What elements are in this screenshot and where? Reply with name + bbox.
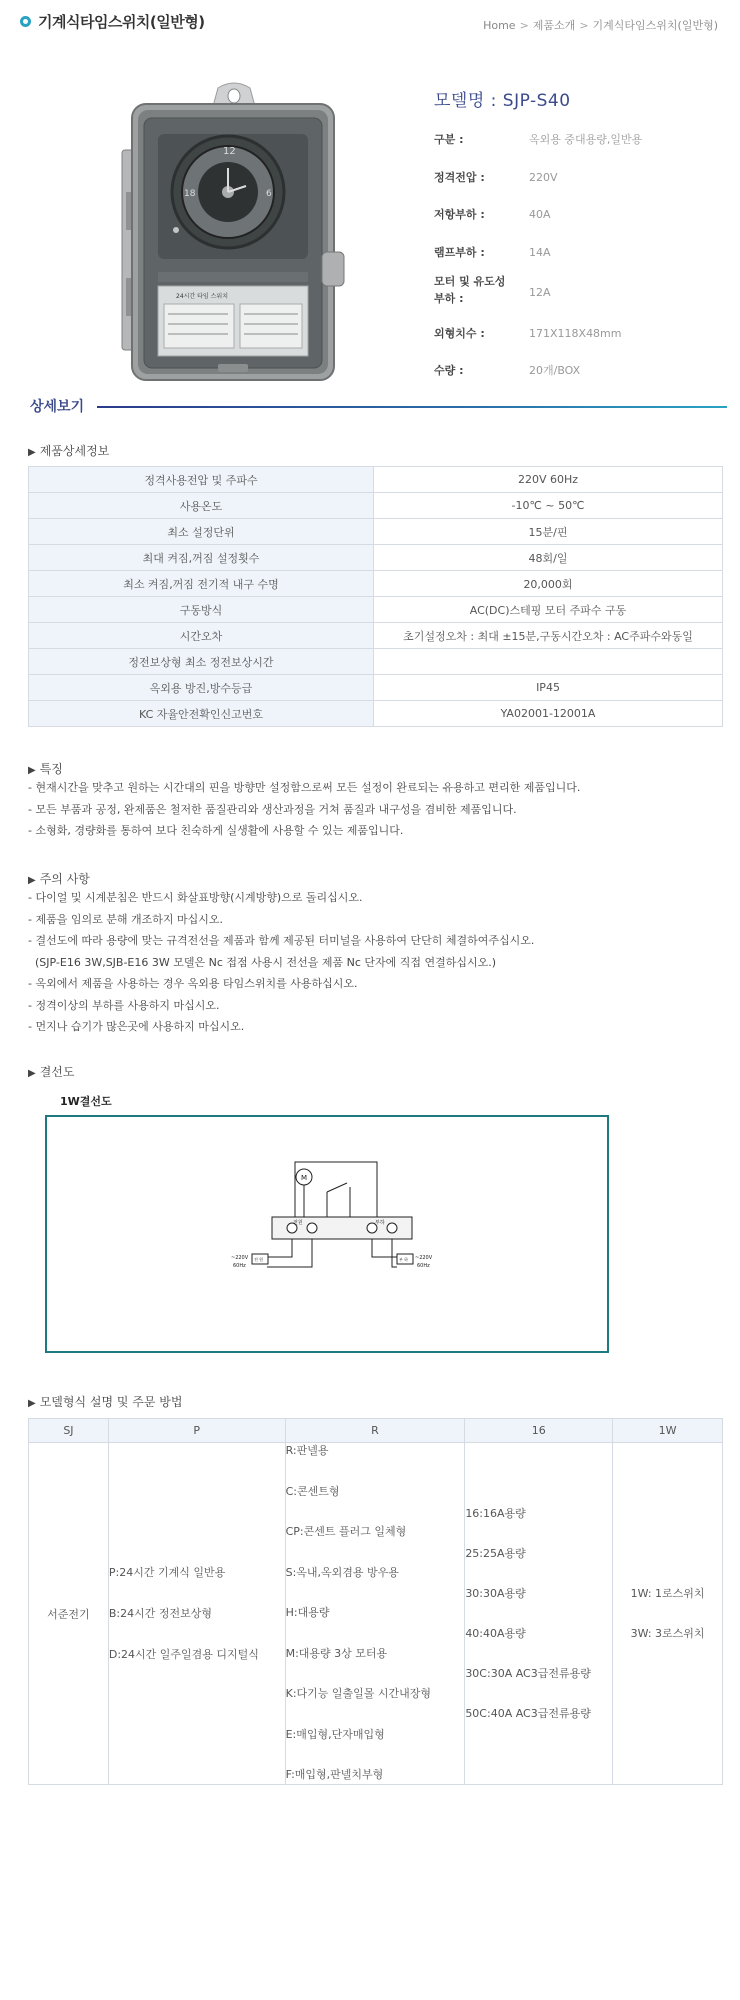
table-row: 정격사용전압 및 주파수 220V 60Hz <box>29 467 723 493</box>
table-row: 최소 켜짐,꺼짐 전기적 내구 수명 20,000회 <box>29 571 723 597</box>
list-item: - 다이얼 및 시계분침은 반드시 화살표방향(시계방향)으로 돌리십시오. <box>28 891 363 904</box>
breadcrumb <box>483 17 718 33</box>
wiring-diagram-title: 1W결선도 <box>60 1095 112 1108</box>
list-item: - 소형화, 경량화를 통하여 보다 친숙하게 실생활에 사용할 수 있는 제품입니다. <box>28 824 404 837</box>
wiring-heading: ▶ 결선도 <box>28 1065 75 1079</box>
w-options: 1W: 1로스위치 3W: 3로스위치 <box>613 1443 723 1785</box>
heading-divider <box>97 406 727 408</box>
svg-text:전 원: 전 원 <box>254 1257 263 1262</box>
table-row: 구동방식 AC(DC)스테핑 모터 주파수 구동 <box>29 597 723 623</box>
svg-text:60Hz: 60Hz <box>417 1263 430 1269</box>
list-item: - 결선도에 따라 용량에 맞는 규격전선을 제품과 함께 제공된 터미널을 사용하여 단단히 체결하여주십시오. <box>28 934 535 947</box>
chevron-right-icon: > <box>579 19 589 32</box>
list-item: - 정격이상의 부하를 사용하지 마십시오. <box>28 998 220 1012</box>
table-row: 사용온도 -10℃ ~ 50℃ <box>29 493 723 519</box>
title-bullet-icon <box>20 16 31 27</box>
table-row: 옥외용 방진,방수등급 IP45 <box>29 675 723 701</box>
svg-text:부하: 부하 <box>375 1220 385 1226</box>
triangle-right-icon: ▶ <box>28 1398 36 1409</box>
svg-text:60Hz: 60Hz <box>233 1263 246 1269</box>
breadcrumb-home[interactable]: Home <box>483 19 516 32</box>
table-row: 최소 설정단위 15분/핀 <box>29 519 723 545</box>
table-row: 시간오차 초기설정오차 : 최대 ±15분,구동시간오차 : AC주파수와동일 <box>29 623 723 649</box>
p-options: P:24시간 기계식 일반용 B:24시간 정전보상형 D:24시간 일주일겸용 디지털식 <box>108 1443 285 1785</box>
caution-list <box>28 887 534 1038</box>
list-item: - 먼지나 습기가 많은곳에 사용하지 마십시오. <box>28 1020 245 1033</box>
features-heading: ▶ 특징 <box>28 762 63 776</box>
features-list <box>28 777 580 842</box>
svg-text:~220V: ~220V <box>231 1255 249 1261</box>
svg-text:~220V: ~220V <box>415 1255 433 1261</box>
list-item: - 모든 부품과 공정, 완제품은 철저한 품질관리와 생산과정을 거쳐 품질과 내구성을 겸비한 제품입니다. <box>28 802 517 816</box>
svg-text:24시간 타임 스위치: 24시간 타임 스위치 <box>176 293 229 300</box>
amp-options: 16:16A용량 25:25A용량 30:30A용량 40:40A용량 30C:30A AC3급전류용량 50C:40A AC3급전류용량 <box>465 1443 613 1785</box>
list-item: (SJP-E16 3W,SJB-E16 3W 모델은 Nc 접점 사용시 전선을 제품 Nc 단자에 직접 연결하십시오.) <box>28 955 497 969</box>
triangle-right-icon: ▶ <box>28 875 36 886</box>
triangle-right-icon: ▶ <box>28 447 36 458</box>
breadcrumb-current[interactable]: 기계식타임스위치(일반형) <box>592 19 718 32</box>
table-row: 서준전기 P:24시간 기계식 일반용 B:24시간 정전보상형 D:24시간 일주일겸용 디지털식 R:판넬용 C:콘센트형 CP:콘센트 플러그 일체형 S:옥내,옥외겸용 방우용 H:대용량 M:대용량 3상 모터용 K:다기능 일출일몰 시간내장형 E:매입형,단자매입형 F:매입형,판넬치부형 16:16A용량 25:25A용량 30:30A용량 40:40A용량 30C:30A AC3급전류용량 50C:40A AC3급전류용량 1W: 1로스위치 3W: 3로스위치 <box>29 1443 723 1785</box>
chevron-right-icon: > <box>519 19 529 32</box>
breadcrumb-products[interactable]: 제품소개 <box>532 19 576 32</box>
triangle-right-icon: ▶ <box>28 765 36 776</box>
triangle-right-icon: ▶ <box>28 1068 36 1079</box>
spec-section-heading: ▶ 제품상세정보 <box>28 444 110 458</box>
svg-text:전원: 전원 <box>293 1220 303 1226</box>
page-header <box>0 0 740 44</box>
svg-text:6: 6 <box>266 189 272 199</box>
order-table <box>28 1418 723 1785</box>
list-item: - 옥외에서 제품을 사용하는 경우 옥외용 타임스위치를 사용하십시오. <box>28 977 358 990</box>
list-item: - 제품을 임의로 분해 개조하지 마십시오. <box>28 912 223 926</box>
product-image <box>118 82 350 382</box>
svg-text:M: M <box>301 1174 308 1182</box>
table-row: KC 자율안전확인신고번호 YA02001-12001A <box>29 701 723 727</box>
caution-heading: ▶ 주의 사항 <box>28 872 90 886</box>
svg-text:부 하: 부 하 <box>399 1257 408 1262</box>
order-heading: ▶ 모델형식 설명 및 주문 방법 <box>28 1395 183 1409</box>
model-title: 모델명 : SJP-S40 <box>434 91 571 111</box>
detail-heading: 상세보기 <box>30 399 85 415</box>
wiring-diagram <box>45 1115 609 1353</box>
spec-table <box>28 466 723 727</box>
table-row: 최대 켜짐,꺼짐 설정횟수 48회/일 <box>29 545 723 571</box>
r-options: R:판넬용 C:콘센트형 CP:콘센트 플러그 일체형 S:옥내,옥외겸용 방우용 H:대용량 M:대용량 3상 모터용 K:다기능 일출일몰 시간내장형 E:매입형,단자매입형 F:매입형,판넬치부형 <box>285 1443 465 1785</box>
list-item: - 현재시간을 맞추고 원하는 시간대의 핀을 방향만 설정함으로써 모든 설정이 완료되는 유용하고 편리한 제품입니다. <box>28 781 581 794</box>
table-row: 정전보상형 최소 정전보상시간 <box>29 649 723 675</box>
page-title: 기계식타임스위치(일반형) <box>38 13 205 31</box>
svg-text:12: 12 <box>223 146 236 157</box>
table-header-row: SJ P R 16 1W <box>29 1419 723 1443</box>
svg-text:18: 18 <box>184 189 196 199</box>
